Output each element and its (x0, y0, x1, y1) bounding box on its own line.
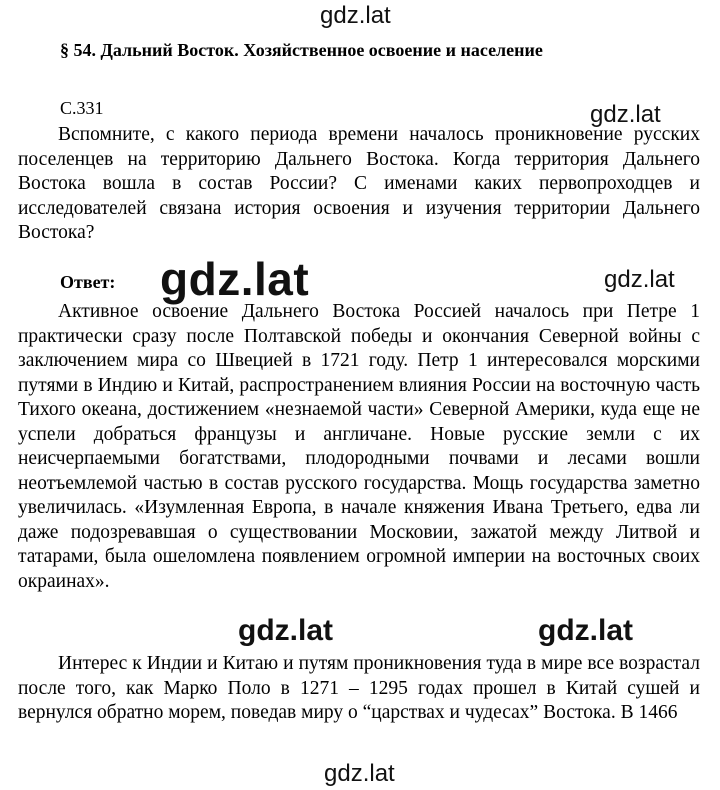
watermark-right-2: gdz.lat (604, 266, 675, 293)
answer-paragraph-2: Интерес к Индии и Китаю и путям проникновения туда в мире все возрастал после того, как Марко Поло в 1271 – 1295 годах прошел в Китай сушей и вернулся обратно морем, поведав миру о “царствах и чудесах” Востока. В 1466 (18, 653, 700, 723)
watermark-large: gdz.lat (160, 253, 310, 305)
answer-label: Ответ: (60, 272, 116, 292)
watermark-middle-2: gdz.lat (538, 614, 633, 647)
section-title: § 54. Дальний Восток. Хозяйственное освоение и население (60, 40, 543, 60)
watermark-middle-1: gdz.lat (238, 614, 333, 647)
question-paragraph: Вспомните, с какого периода времени началось проникновение русских поселенцев на территорию Дальнего Востока. Когда территория Дальнего Востока вошла в состав России? С именами каких первопроходцев и исследователей связана история освоения и изучения территории Дальнего Востока? (18, 124, 700, 243)
answer-paragraph-1: Активное освоение Дальнего Востока Россией началось при Петре 1 практически сразу после Полтавской победы и окончания Северной войны с заключением мира со Швецией в 1721 году. Петр 1 интересовался морскими путями в Индию и Китай, распространением влияния России на восточную часть Тихого океана, достижением «незнаемой части» Северной Америки, куда еще не успели добраться французы и англичане. Новые русские земли с их неисчерпаемыми богатствами, плодородными почвами и лесами вошли неотъемлемой частью в состав русского государства. Мощь государства заметно увеличилась. «Изумленная Европа, в начале княжения Ивана Третьего, едва ли даже подозревавшая о существовании Московии, зажатой между Литвой и татарами, была ошеломлена появлением огромной империи на восточных своих окраинах». (18, 301, 700, 592)
watermark-right-1: gdz.lat (590, 101, 661, 128)
page-reference: С.331 (60, 98, 104, 118)
watermark-bottom: gdz.lat (324, 760, 395, 787)
watermark-top: gdz.lat (320, 2, 391, 29)
